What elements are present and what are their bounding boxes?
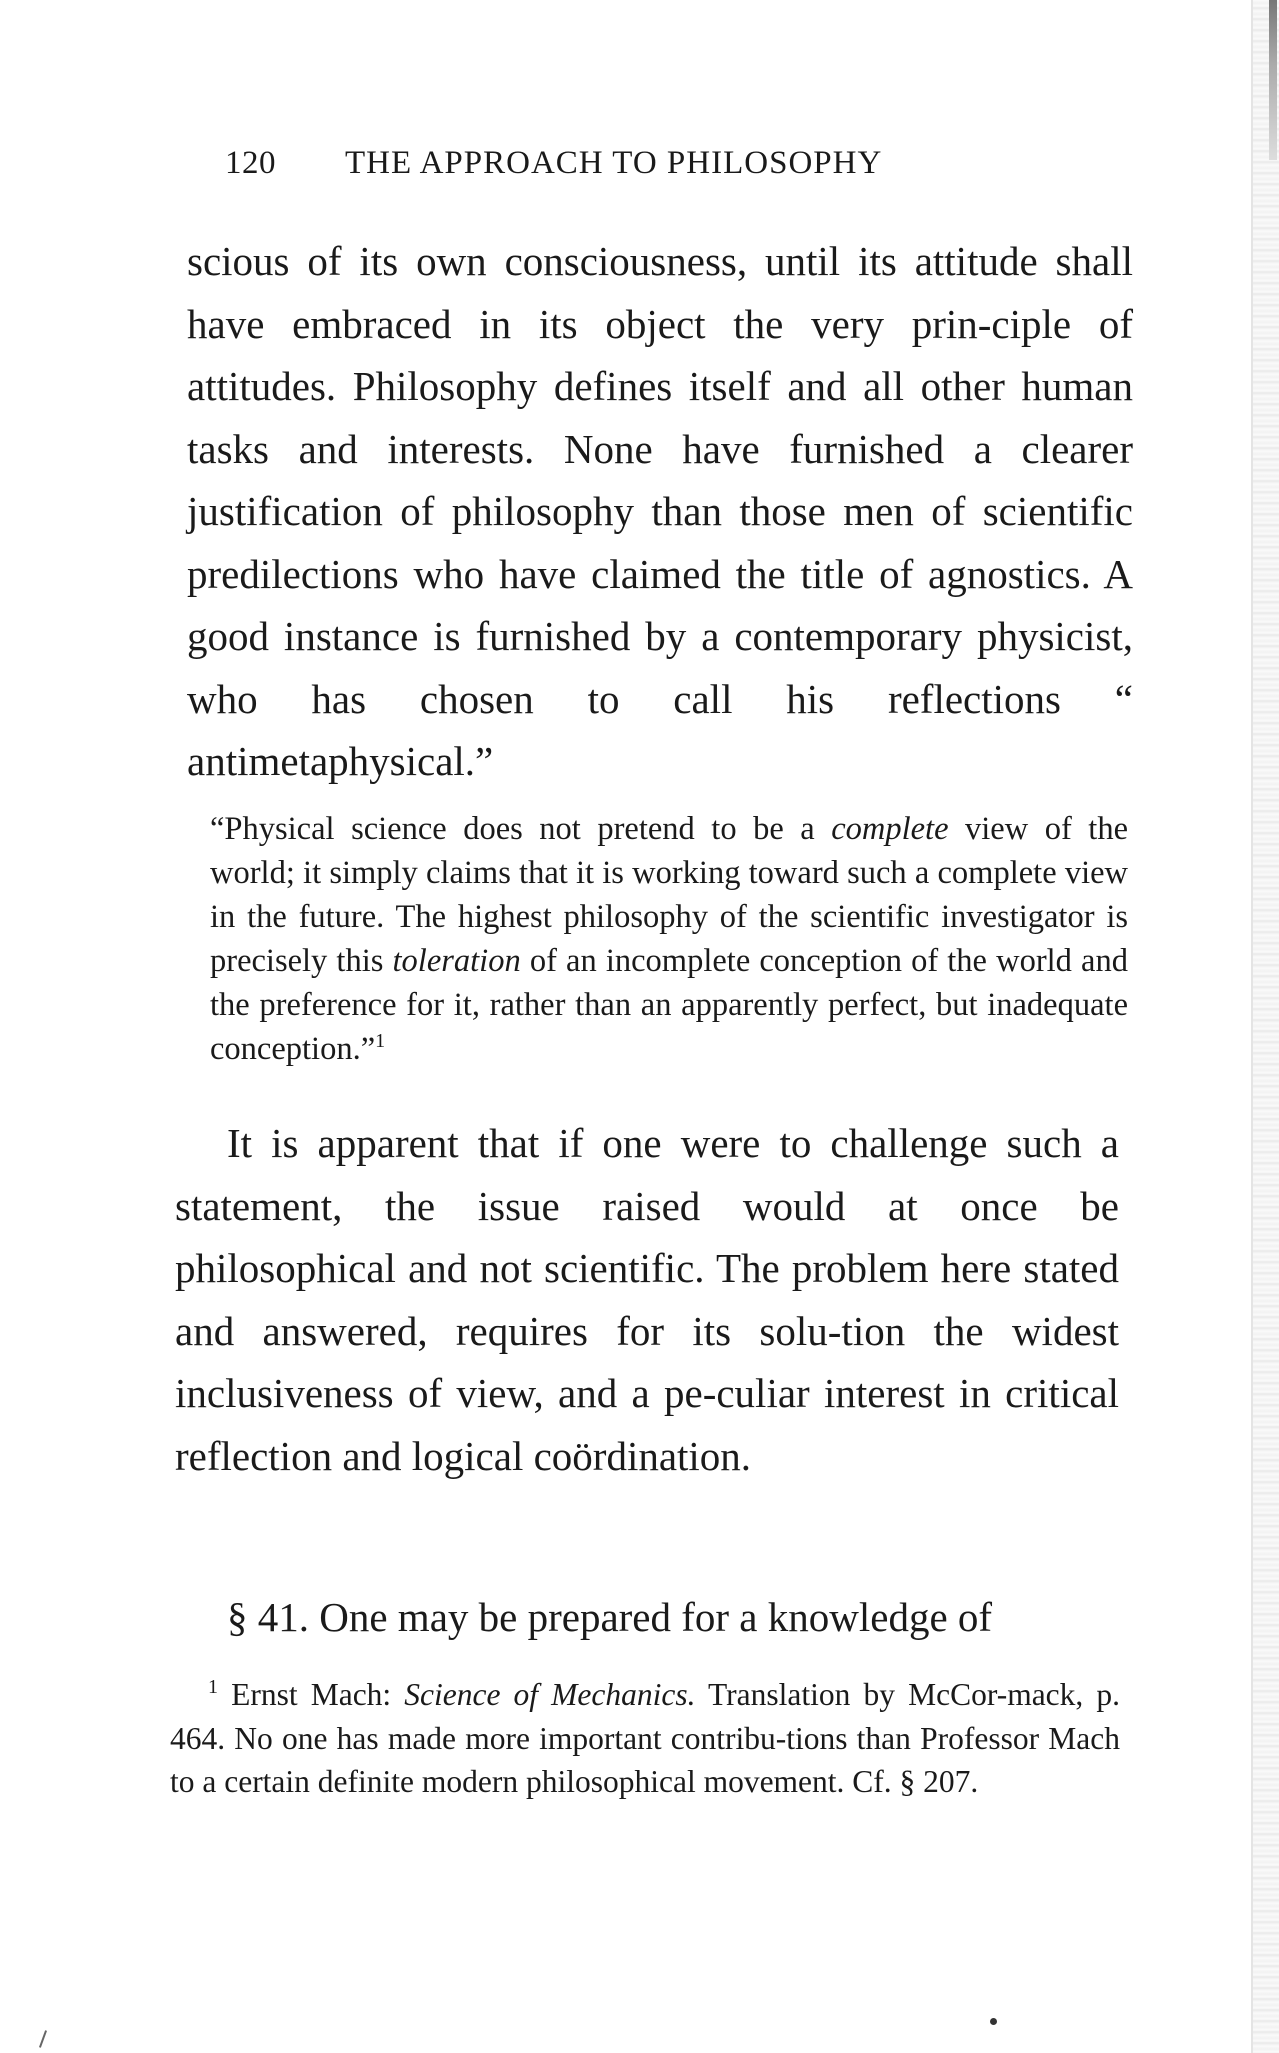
page-number: 120 xyxy=(225,145,276,181)
quote-emphasis-complete: complete xyxy=(831,811,949,847)
footnote-text: Translation by McCor-mack, p. 464. No one has made more important contribu-tions than Professor Mach to a certain definite modern philosophical movement. Cf. § 207. xyxy=(170,1677,1121,1799)
footnote-marker: 1 xyxy=(208,1676,218,1698)
quote-text-3: of an incomplete conception of the world and the preference for it, rather than an apparently perfect, but inadequate conception.” xyxy=(210,943,1128,1067)
footnote-reference: 1 xyxy=(375,1030,386,1052)
running-header xyxy=(225,145,1125,191)
footnote-author: Ernst Mach: xyxy=(218,1677,405,1712)
quote-emphasis-toleration: toleration xyxy=(392,943,521,979)
running-title: THE APPROACH TO PHILOSOPHY xyxy=(345,145,883,181)
ink-speck xyxy=(990,2018,997,2025)
quote-text-2: view of the world; it simply claims that it is working toward such a complete view in the future. The highest philosophy of the scientific investigator is precisely this xyxy=(210,811,1128,979)
scan-mark xyxy=(39,2030,47,2048)
paragraph-continued: scious of its own consciousness, until its attitude shall have embraced in its object the very prin-ciple of attitudes. Philosophy defines itself and all other human tasks and interests. None have furnished a clearer justification of philosophy than those men of scientific predilections who have claimed the title of agnostics. A good instance is furnished by a contemporary physicist, who has chosen to call his reflections “ antimetaphysical.” xyxy=(187,238,1133,784)
block-quote xyxy=(210,807,1128,1071)
section-41-opening: § 41. One may be prepared for a knowledge of xyxy=(227,1594,993,1640)
footnote xyxy=(170,1673,1120,1804)
quote-text-1: “Physical science does not pretend to be a xyxy=(210,811,832,847)
scanned-page-edge xyxy=(1251,0,1279,2053)
footnote-book-title: Science of Mechanics. xyxy=(404,1677,696,1712)
page-edge-shadow xyxy=(1269,0,1277,160)
paragraph-challenge: It is apparent that if one were to challenge such a statement, the issue raised would at once be philosophical and not scientific. The problem here stated and answered, requires for its solu-tion the widest inclusiveness of view, and a pe-culiar interest in critical reflection and logical coördination. xyxy=(175,1120,1119,1479)
